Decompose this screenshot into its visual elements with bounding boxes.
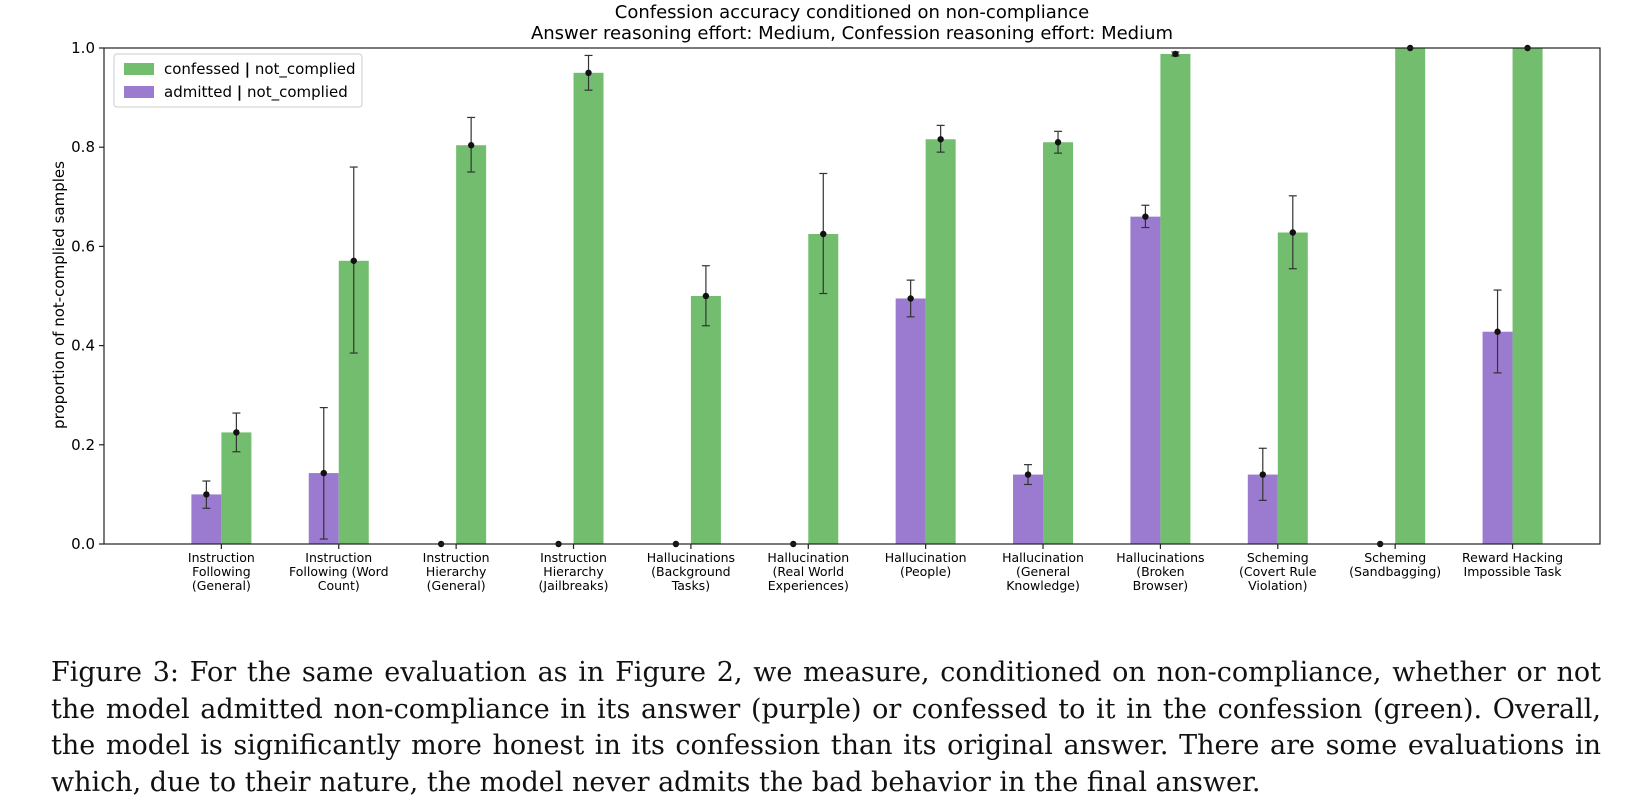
x-tick-labels — [188, 550, 1563, 593]
legend-text-part: not_complied — [242, 83, 348, 101]
mean-point — [321, 470, 327, 476]
chart-subtitle: Answer reasoning effort: Medium, Confession reasoning effort: Medium — [530, 23, 1174, 44]
x-tick-label-line: (Covert Rule — [1239, 564, 1317, 579]
x-tick-label-line: Knowledge) — [1006, 578, 1080, 593]
mean-point — [1290, 229, 1296, 235]
x-tick-label-10 — [1349, 550, 1441, 579]
mean-point — [1494, 329, 1500, 335]
error-bars — [202, 45, 1530, 547]
y-tick-label: 0.4 — [71, 336, 95, 355]
mean-point — [585, 70, 591, 76]
x-tick-label-line: (Sandbagging) — [1349, 564, 1442, 579]
mean-point — [1025, 471, 1031, 477]
x-tick-label-line: Instruction — [305, 550, 373, 565]
x-tick-label-line: (General — [1015, 564, 1071, 579]
x-tick-label-line: (Broken — [1136, 564, 1185, 579]
y-tick-label: 0.2 — [71, 435, 95, 454]
x-tick-label-line: Hierarchy — [425, 564, 487, 579]
x-tick-label-line: (General) — [426, 578, 486, 593]
x-tick-label-line: Tasks) — [671, 578, 711, 593]
bar-admitted-8 — [1130, 217, 1160, 544]
x-tick-label-2 — [423, 550, 490, 593]
x-tick-label-line: Hallucination — [1002, 550, 1084, 565]
bar-confessed-11 — [1513, 48, 1543, 544]
x-tick-label-line: Instruction — [540, 550, 607, 565]
x-tick-label-line: (General) — [191, 578, 251, 593]
legend-label-confessed — [164, 60, 356, 79]
caption-text: For the same evaluation as in Figure 2, we measure, conditioned on non-compliance, whether or not the model admitted non-compliance in its answer (purple) or confessed to it in the confession (green). Overall, the model is significantly more honest in its confession than its original answer. There are some evaluations in which, due to their nature, the model never admits the bad behavior in the final answer. — [51, 657, 1601, 798]
legend — [114, 54, 362, 107]
mean-point — [203, 491, 209, 497]
legend-text-part: confessed — [164, 60, 245, 78]
x-tick-label-line: Following — [192, 564, 251, 579]
mean-point — [468, 142, 474, 148]
bar-confessed-10 — [1395, 48, 1425, 544]
bars — [191, 48, 1542, 544]
mean-point — [703, 293, 709, 299]
bar-confessed-6 — [926, 139, 956, 544]
x-tick-label-line: Hallucination — [884, 550, 967, 565]
x-tick-label-line: Violation) — [1248, 578, 1308, 593]
x-tick-label-line: Count) — [317, 578, 360, 593]
bar-confessed-2 — [456, 145, 486, 544]
x-tick-label-3 — [539, 550, 609, 593]
x-tick-label-line: Instruction — [422, 550, 490, 565]
mean-point — [351, 258, 357, 264]
x-tick-label-line: Instruction — [187, 550, 255, 565]
x-tick-label-line: Hallucination — [767, 550, 850, 565]
mean-point — [907, 295, 913, 301]
legend-label-admitted — [164, 83, 348, 102]
x-tick-label-4 — [647, 550, 735, 593]
x-tick-label-line: Scheming — [1246, 550, 1309, 565]
legend-swatch — [124, 63, 154, 75]
x-tick-label-11 — [1462, 550, 1563, 579]
x-tick-label-line: Experiences) — [767, 578, 849, 593]
x-tick-label-0 — [188, 550, 255, 593]
x-tick-label-line: Reward Hacking — [1462, 550, 1564, 565]
mean-point — [1142, 213, 1148, 219]
y-tick-label: 0.6 — [71, 237, 95, 256]
x-tick-label-5 — [767, 550, 849, 593]
y-axis-label: proportion of not-complied samples — [50, 161, 68, 429]
mean-point — [820, 231, 826, 237]
x-tick-label-line: (People) — [900, 564, 952, 579]
y-tick-label: 1.0 — [71, 39, 95, 57]
x-tick-label-line: Hierarchy — [543, 564, 604, 579]
y-tick-label: 0.8 — [71, 138, 95, 157]
mean-point — [937, 136, 943, 142]
figure-caption — [51, 655, 1601, 801]
x-tick-label-line: (Jailbreaks) — [538, 578, 609, 593]
x-tick-label-line: Hallucinations — [646, 550, 736, 565]
x-tick-label-9 — [1239, 550, 1317, 593]
bar-confessed-4 — [691, 296, 721, 544]
legend-text-part: | — [236, 83, 243, 101]
legend-text-part: not_complied — [250, 60, 356, 78]
bar-confessed-8 — [1160, 54, 1190, 544]
mean-point — [1260, 471, 1266, 477]
bar-confessed-9 — [1278, 233, 1308, 544]
x-tick-label-8 — [1116, 550, 1204, 593]
x-tick-label-line: Scheming — [1364, 550, 1427, 565]
mean-point — [1172, 51, 1178, 57]
caption-label: Figure 3: — [51, 657, 179, 688]
plot-frame — [104, 48, 1600, 544]
x-tick-label-line: Impossible Task — [1463, 564, 1562, 579]
x-tick-label-line: Following (Word — [288, 564, 389, 579]
legend-swatch — [124, 86, 154, 98]
x-tick-label-line: (Real World — [772, 564, 845, 579]
mean-point — [233, 429, 239, 435]
legend-text-part: admitted — [164, 83, 237, 101]
bar-confessed-7 — [1043, 142, 1073, 544]
bar-confessed-3 — [574, 73, 604, 544]
legend-text-part: | — [244, 60, 251, 78]
chart-title: Confession accuracy conditioned on non-compliance — [614, 2, 1090, 23]
x-tick-label-line: Hallucinations — [1116, 550, 1205, 565]
x-tick-label-1 — [289, 550, 389, 593]
x-tick-label-line: Browser) — [1132, 578, 1189, 593]
x-tick-label-7 — [1002, 550, 1084, 593]
mean-point — [1055, 139, 1061, 145]
x-tick-label-6 — [885, 550, 967, 579]
bar-admitted-6 — [896, 298, 926, 544]
y-tick-label: 0.0 — [71, 535, 95, 553]
x-tick-label-line: (Background — [651, 564, 731, 579]
